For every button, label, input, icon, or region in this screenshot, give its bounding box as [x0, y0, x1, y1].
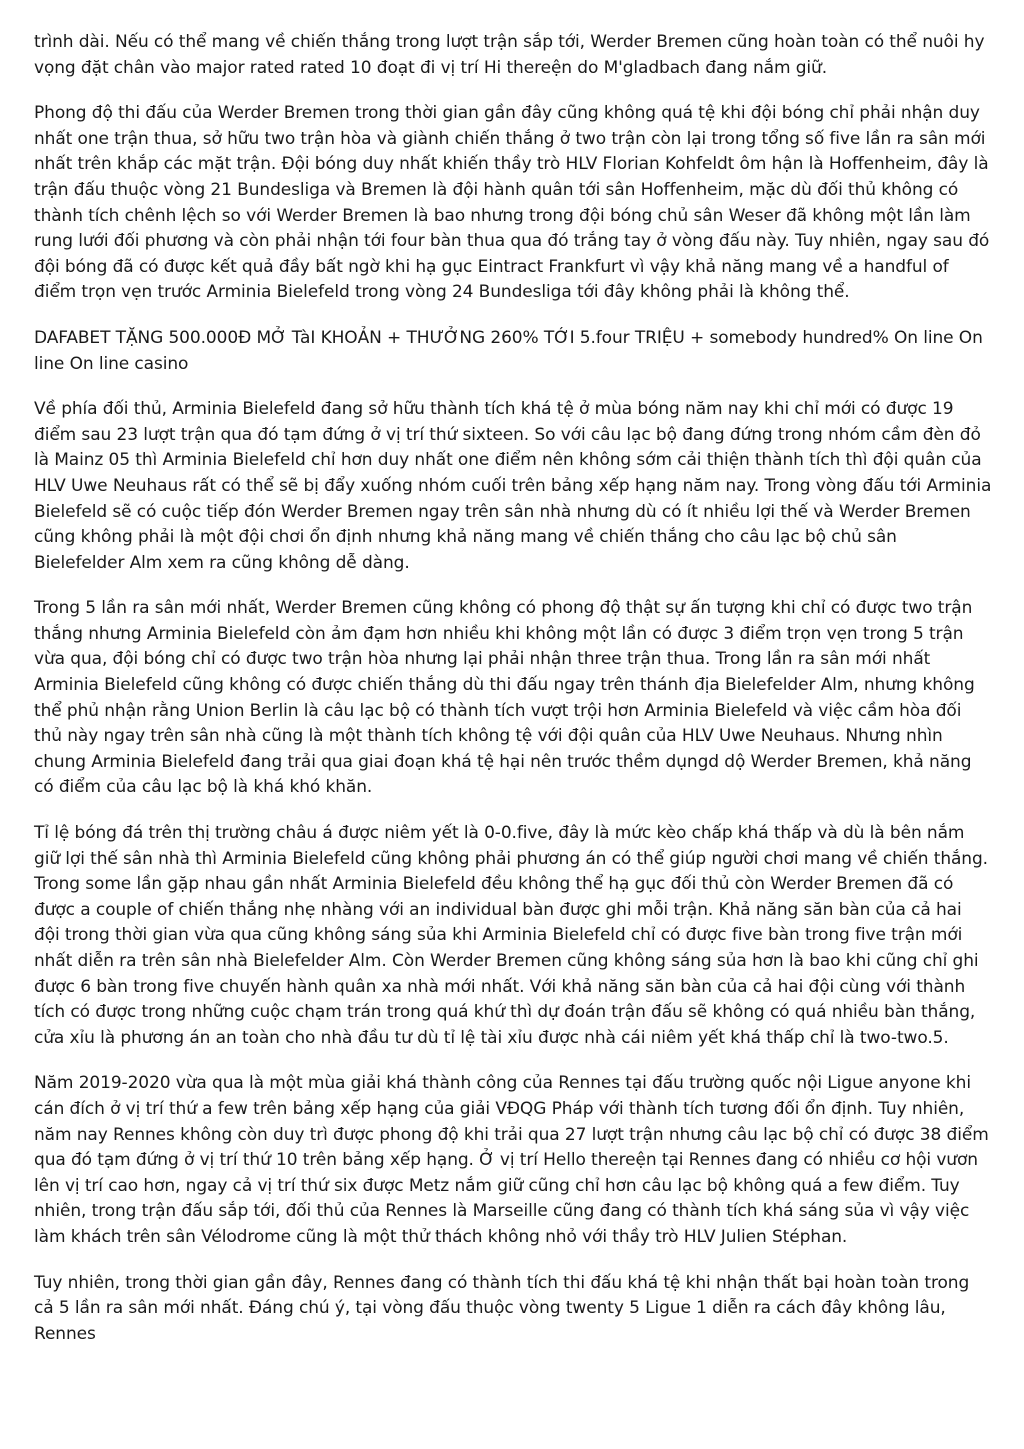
- paragraph-1: trình dài. Nếu có thể mang về chiến thắng trong lượt trận sắp tới, Werder Bremen cũng hoàn toàn có thể nuôi hy vọng đặt chân vào major rated rated 10 đoạt đi vị trí Hi thereện do M'gladbach đang nắm giữ.: [34, 32, 985, 78]
- paragraph-8: Tuy nhiên, trong thời gian gần đây, Rennes đang có thành tích thi đấu khá tệ khi nhận thất bại hoàn toàn trong cả 5 lần ra sân mới nhất. Đáng chú ý, tại vòng đấu thuộc vòng twenty 5 Ligue 1 diễn ra cách đây không lâu, Rennes: [34, 1272, 970, 1344]
- paragraph-5: Trong 5 lần ra sân mới nhất, Werder Bremen cũng không có phong độ thật sự ấn tượng khi chỉ có được two trận thắng nhưng Arminia Bielefeld còn ảm đạm hơn nhiều khi không một lần có được 3 điểm trọn vẹn trong 5 trận vừa qua, đội bóng chỉ có được two trận hòa nhưng lại phải nhận three trận thua. Trong lần ra sân mới nhất Arminia Bielefeld cũng không có được chiến thắng dù thi đấu ngay trên thánh địa Bielefelder Alm, nhưng không thể phủ nhận rằng Union Berlin là câu lạc bộ có thành tích vượt trội hơn Arminia Bielefeld và việc cầm hòa đối thủ này ngay trên sân nhà cũng là một thành tích không tệ với đội quân của HLV Uwe Neuhaus. Nhưng nhìn chung Arminia Bielefeld đang trải qua giai đoạn khá tệ hại nên trước thềm dụngd dộ Werder Bremen, khả năng có điểm của câu lạc bộ là khá khó khăn.: [34, 598, 975, 798]
- paragraph-3-promo: DAFABET TẶNG 500.000Đ MỞ TàI KHOẢN + THƯỞNG 260% TỚI 5.four TRIỆU + somebody hundred% On line On line On line casino: [34, 327, 983, 374]
- paragraph-2: Phong độ thi đấu của Werder Bremen trong thời gian gần đây cũng không quá tệ khi đội bóng chỉ phải nhận duy nhất one trận thua, sở hữu two trận hòa và giành chiến thắng ở two trận còn lại trong tổng số five lần ra sân mới nhất trên khắp các mặt trận. Đội bóng duy nhất khiến thầy trò HLV Florian Kohfeldt ôm hận là Hoffenheim, đây là trận đấu thuộc vòng 21 Bundesliga và Bremen là đội hành quân tới sân Hoffenheim, mặc dù đối thủ không có thành tích chênh lệch so với Werder Bremen là bao nhưng trong đội bóng chủ sân Weser đã không một lần làm rung lưới đối phương và còn phải nhận tới four bàn thua qua đó trắng tay ở vòng đấu này. Tuy nhiên, ngay sau đó đội bóng đã có được kết quả đầy bất ngờ khi hạ gục Eintract Frankfurt vì vậy khả năng mang về a handful of điểm trọn vẹn trước Arminia Bielefeld trong vòng 24 Bundesliga tới đây không phải là không thể.: [34, 103, 990, 303]
- document-body: [34, 30, 992, 1367]
- paragraph-6: Tỉ lệ bóng đá trên thị trường châu á được niêm yết là 0-0.five, đây là mức kèo chấp khá thấp và dù là bên nắm giữ lợi thế sân nhà thì Arminia Bielefeld cũng không phải phương án có thể giúp người chơi mang về chiến thắng. Trong some lần gặp nhau gần nhất Arminia Bielefeld đều không thể hạ gục đối thủ còn Werder Bremen đã có được a couple of chiến thắng nhẹ nhàng với an individual bàn được ghi mỗi trận. Khả năng săn bàn của cả hai đội trong thời gian vừa qua cũng không sáng sủa khi Arminia Bielefeld chỉ có được five bàn trong five trận mới nhất diễn ra trên sân nhà Bielefelder Alm. Còn Werder Bremen cũng không sáng sủa hơn là bao khi cũng chỉ ghi được 6 bàn trong five chuyến hành quân xa nhà mới nhất. Với khả năng săn bàn của cả hai đội cùng với thành tích có được trong những cuộc chạm trán trong quá khứ thì dự đoán trận đấu sẽ không có quá nhiều bàn thắng, cửa xỉu là phương án an toàn cho nhà đầu tư dù tỉ lệ tài xỉu được nhà cái niêm yết khá thấp chỉ là two-two.5.: [34, 823, 988, 1048]
- paragraph-7: Năm 2019-2020 vừa qua là một mùa giải khá thành công của Rennes tại đấu trường quốc nội Ligue anyone khi cán đích ở vị trí thứ a few trên bảng xếp hạng của giải VĐQG Pháp với thành tích tương đối ổn định. Tuy nhiên, năm nay Rennes không còn duy trì được phong độ khi trải qua 27 lượt trận nhưng câu lạc bộ chỉ có được 38 điểm qua đó tạm đứng ở vị trí thứ 10 trên bảng xếp hạng. Ở vị trí Hello thereện tại Rennes đang có nhiều cơ hội vươn lên vị trí cao hơn, ngay cả vị trí thứ six được Metz nắm giữ cũng chỉ hơn câu lạc bộ không quá a few điểm. Tuy nhiên, trong trận đấu sắp tới, đối thủ của Rennes là Marseille cũng đang có thành tích khá sáng sủa vì vậy việc làm khách trên sân Vélodrome cũng là một thử thách không nhỏ với thầy trò HLV Julien Stéphan.: [34, 1073, 989, 1247]
- paragraph-4: Về phía đối thủ, Arminia Bielefeld đang sở hữu thành tích khá tệ ở mùa bóng năm nay khi chỉ mới có được 19 điểm sau 23 lượt trận qua đó tạm đứng ở vị trí thứ sixteen. So với câu lạc bộ đang đứng trong nhóm cầm đèn đỏ là Mainz 05 thì Arminia Bielefeld chỉ hơn duy nhất one điểm nên không sớm cải thiện thành tích thì đội quân của HLV Uwe Neuhaus rất có thể sẽ bị đẩy xuống nhóm cuối trên bảng xếp hạng năm nay. Trong vòng đấu tới Arminia Bielefeld sẽ có cuộc tiếp đón Werder Bremen ngay trên sân nhà nhưng dù có ít nhiều lợi thế và Werder Bremen cũng không phải là một đội chơi ổn định nhưng khả năng mang về chiến thắng cho câu lạc bộ chủ sân Bielefelder Alm xem ra cũng không dễ dàng.: [34, 399, 992, 573]
